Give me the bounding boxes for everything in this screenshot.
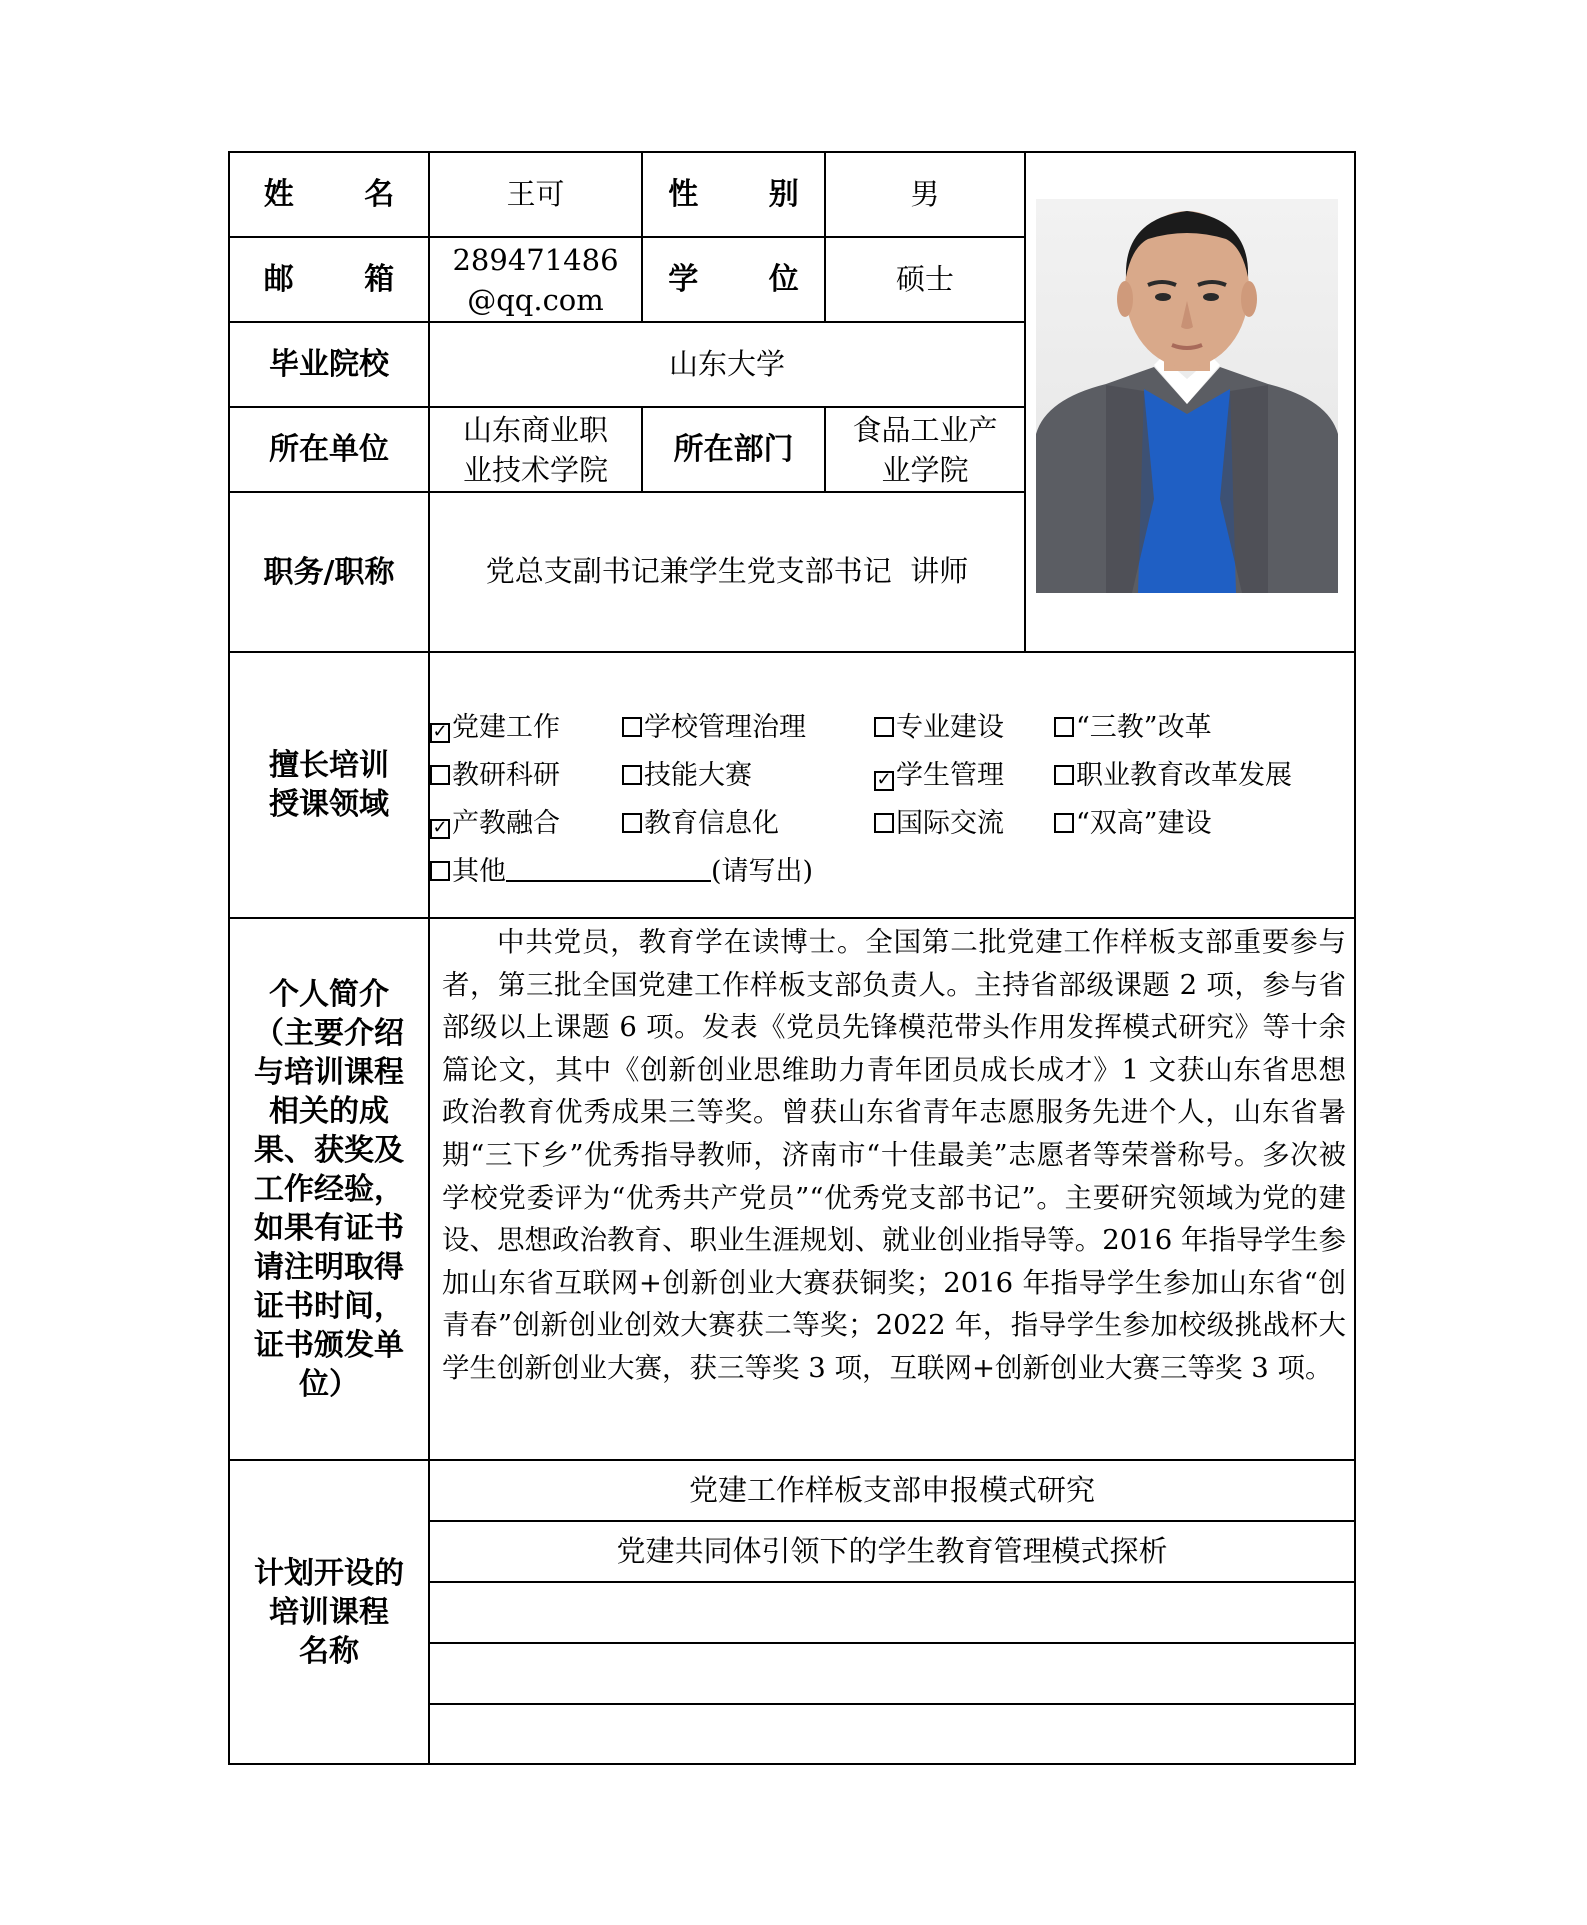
school-label: 毕业院校 — [269, 347, 389, 382]
bio-label-line: 与培训课程 — [254, 1054, 404, 1090]
area-option-label: 国际交流 — [896, 808, 1004, 839]
gender-label: 性 别 — [668, 177, 829, 212]
bio-label-line: 个人简介 — [269, 976, 389, 1012]
area-option-label: 教育信息化 — [644, 808, 779, 839]
area-option[interactable] — [1054, 807, 1212, 841]
bio-label-line: 请注明取得 — [254, 1249, 404, 1285]
course-row — [430, 1583, 1354, 1642]
area-option-label: “三教”改革 — [1076, 712, 1212, 743]
email-line2: @qq.com — [467, 282, 604, 317]
dept-line2: 业学院 — [881, 452, 969, 487]
area-option-label: 产教融合 — [452, 808, 560, 839]
area-option-label: 职业教育改革发展 — [1076, 760, 1292, 791]
bio-label — [230, 919, 428, 1459]
unit-label: 所在单位 — [269, 432, 389, 467]
area-option-label: 学校管理治理 — [644, 712, 806, 743]
other-suffix: (请写出) — [711, 856, 814, 887]
checkbox-unchecked[interactable] — [1054, 765, 1074, 785]
email-label: 邮 箱 — [263, 262, 425, 297]
bio-label-line: （主要介绍 — [254, 1015, 404, 1051]
course-row: 党建共同体引领下的学生教育管理模式探析 — [616, 1533, 1168, 1568]
area-option-label: “双高”建设 — [1076, 808, 1212, 839]
checkbox-unchecked[interactable] — [622, 813, 642, 833]
areas-label — [230, 653, 428, 917]
portrait-illustration — [1036, 199, 1338, 593]
bio-label-line: 如果有证书 — [254, 1210, 404, 1246]
checkbox-unchecked[interactable] — [1054, 717, 1074, 737]
checkbox-unchecked[interactable] — [430, 765, 450, 785]
checkbox-unchecked[interactable] — [430, 861, 450, 881]
area-option[interactable] — [874, 807, 1004, 841]
area-option-label: 学生管理 — [896, 760, 1004, 791]
checkbox-unchecked[interactable] — [874, 813, 894, 833]
bio-paragraph: 中共党员，教育学在读博士。全国第二批党建工作样板支部重要参与者，第三批全国党建工作样板支部负责人。主持省部级课题 2 项，参与省部级以上课题 6 项。发表《党员先锋模范带头作用发挥模式研究》等十余篇论文，其中《创新创业思维助力青年团员成长成才》1 文获山东省思想政治教育优秀成果三等奖。曾获山东省青年志愿服务先进个人，山东省暑期“三下乡”优秀指导教师，济南市“十佳最美”志愿者等荣誉称号。多次被学校党委评为“优秀共产党员”“优秀党支部书记”。主要研究领域为党的建设、思想政治教育、职业生涯规划、就业创业指导等。2016 年指导学生参加山东省互联网+创新创业大赛获铜奖；2016 年指导学生参加山东省“创青春”创新创业创效大赛获二等奖；2022 年，指导学生参加校级挑战杯大学生创新创业大赛，获三等奖 3 项，互联网+创新创业大赛三等奖 3 项。 — [442, 926, 1346, 1384]
bio-label-line: 相关的成 — [269, 1093, 389, 1129]
rule-photo-col — [1024, 151, 1026, 653]
checkbox-checked[interactable]: ✓ — [874, 771, 894, 791]
areas-label-line2: 授课领域 — [269, 787, 389, 822]
area-option[interactable] — [430, 711, 560, 745]
title-label: 职务/职称 — [263, 554, 395, 590]
bio-label-line: 证书颁发单 — [254, 1327, 404, 1363]
area-option-label: 专业建设 — [896, 712, 1004, 743]
courses-label-line: 计划开设的 — [254, 1555, 404, 1591]
bio-label-line: 工作经验， — [254, 1171, 404, 1207]
checkbox-checked[interactable]: ✓ — [430, 819, 450, 839]
area-option[interactable] — [622, 759, 752, 793]
area-option[interactable] — [1054, 711, 1212, 745]
areas-label-line1: 擅长培训 — [269, 748, 389, 783]
name-value: 王可 — [506, 176, 565, 211]
area-option[interactable] — [874, 711, 1004, 745]
area-option-label: 教研科研 — [452, 760, 560, 791]
dept-line1: 食品工业产 — [852, 412, 998, 447]
name-label: 姓 名 — [263, 177, 425, 212]
other-input-line[interactable] — [506, 856, 711, 882]
profile-form — [228, 151, 1356, 1765]
email-line1: 289471486 — [452, 242, 619, 277]
course-row: 党建工作样板支部申报模式研究 — [688, 1472, 1095, 1507]
area-option[interactable] — [430, 759, 560, 793]
gender-value: 男 — [910, 176, 940, 211]
area-option[interactable] — [1054, 759, 1292, 793]
bio-text — [442, 921, 1346, 1390]
courses-label-line: 培训课程 — [269, 1594, 389, 1630]
area-option[interactable] — [622, 807, 779, 841]
bio-label-line: 证书时间， — [254, 1288, 404, 1324]
right-ear — [1241, 281, 1257, 317]
right-eye — [1203, 293, 1219, 301]
area-option[interactable] — [622, 711, 806, 745]
unit-value — [430, 408, 641, 491]
checkbox-unchecked[interactable] — [622, 717, 642, 737]
courses-label-line: 名称 — [299, 1633, 359, 1669]
checkbox-checked[interactable]: ✓ — [430, 723, 450, 743]
course-row — [430, 1644, 1354, 1703]
degree-value: 硕士 — [895, 261, 954, 296]
area-option-other[interactable] — [430, 855, 813, 889]
left-eye — [1155, 293, 1171, 301]
title-value: 党总支副书记兼学生党支部书记 讲师 — [485, 554, 969, 589]
area-option-label: 党建工作 — [452, 712, 560, 743]
dept-value — [826, 408, 1024, 491]
degree-label: 学 位 — [668, 262, 829, 297]
unit-line2: 业技术学院 — [462, 452, 608, 487]
area-option[interactable] — [874, 759, 1004, 793]
courses-label — [230, 1461, 428, 1763]
left-ear — [1117, 281, 1133, 317]
checkbox-unchecked[interactable] — [1054, 813, 1074, 833]
other-label: 其他 — [452, 856, 506, 887]
bio-label-line: 位） — [299, 1366, 359, 1402]
area-option-label: 技能大赛 — [644, 760, 752, 791]
profile-photo — [1036, 199, 1338, 593]
rule-right — [1354, 151, 1356, 1765]
course-row — [430, 1705, 1354, 1764]
checkbox-unchecked[interactable] — [622, 765, 642, 785]
bio-label-line: 果、获奖及 — [254, 1132, 404, 1168]
unit-line1: 山东商业职 — [462, 412, 608, 447]
school-value: 山东大学 — [668, 346, 785, 381]
dept-label: 所在部门 — [673, 432, 794, 467]
area-option[interactable] — [430, 807, 560, 841]
checkbox-unchecked[interactable] — [874, 717, 894, 737]
email-value — [430, 238, 641, 321]
